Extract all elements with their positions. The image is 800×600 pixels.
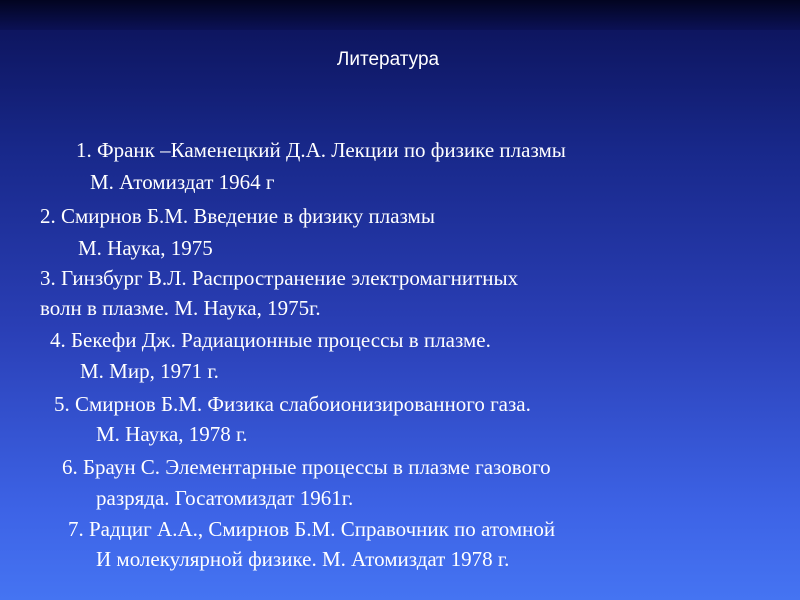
reference-1-line-2: М. Атомиздат 1964 г <box>90 170 275 194</box>
slide-title: Литература <box>336 49 440 70</box>
reference-6-line-2: разряда. Госатомиздат 1961г. <box>96 486 354 510</box>
reference-3-line-1: 3. Гинзбург В.Л. Распространение электромагнитных <box>40 266 519 290</box>
reference-3-line-2: волн в плазме. М. Наука, 1975г. <box>40 296 321 320</box>
reference-7-line-1: 7. Радциг А.А., Смирнов Б.М. Справочник по атомной <box>68 517 556 541</box>
reference-4-line-2: М. Мир, 1971 г. <box>80 359 219 383</box>
reference-7-line-2: И молекулярной физике. М. Атомиздат 1978 г. <box>96 547 510 571</box>
reference-1-line-1: 1. Франк –Каменецкий Д.А. Лекции по физике плазмы <box>76 138 566 162</box>
reference-2-line-1: 2. Смирнов Б.М. Введение в физику плазмы <box>40 204 435 228</box>
reference-6-line-1: 6. Браун С. Элементарные процессы в плазме газового <box>62 455 551 479</box>
reference-5-line-2: М. Наука, 1978 г. <box>96 422 248 446</box>
reference-4-line-1: 4. Бекефи Дж. Радиационные процессы в плазме. <box>50 328 491 352</box>
reference-2-line-2: М. Наука, 1975 <box>78 236 213 260</box>
top-bar <box>0 0 800 30</box>
reference-5-line-1: 5. Смирнов Б.М. Физика слабоионизированного газа. <box>54 392 531 416</box>
